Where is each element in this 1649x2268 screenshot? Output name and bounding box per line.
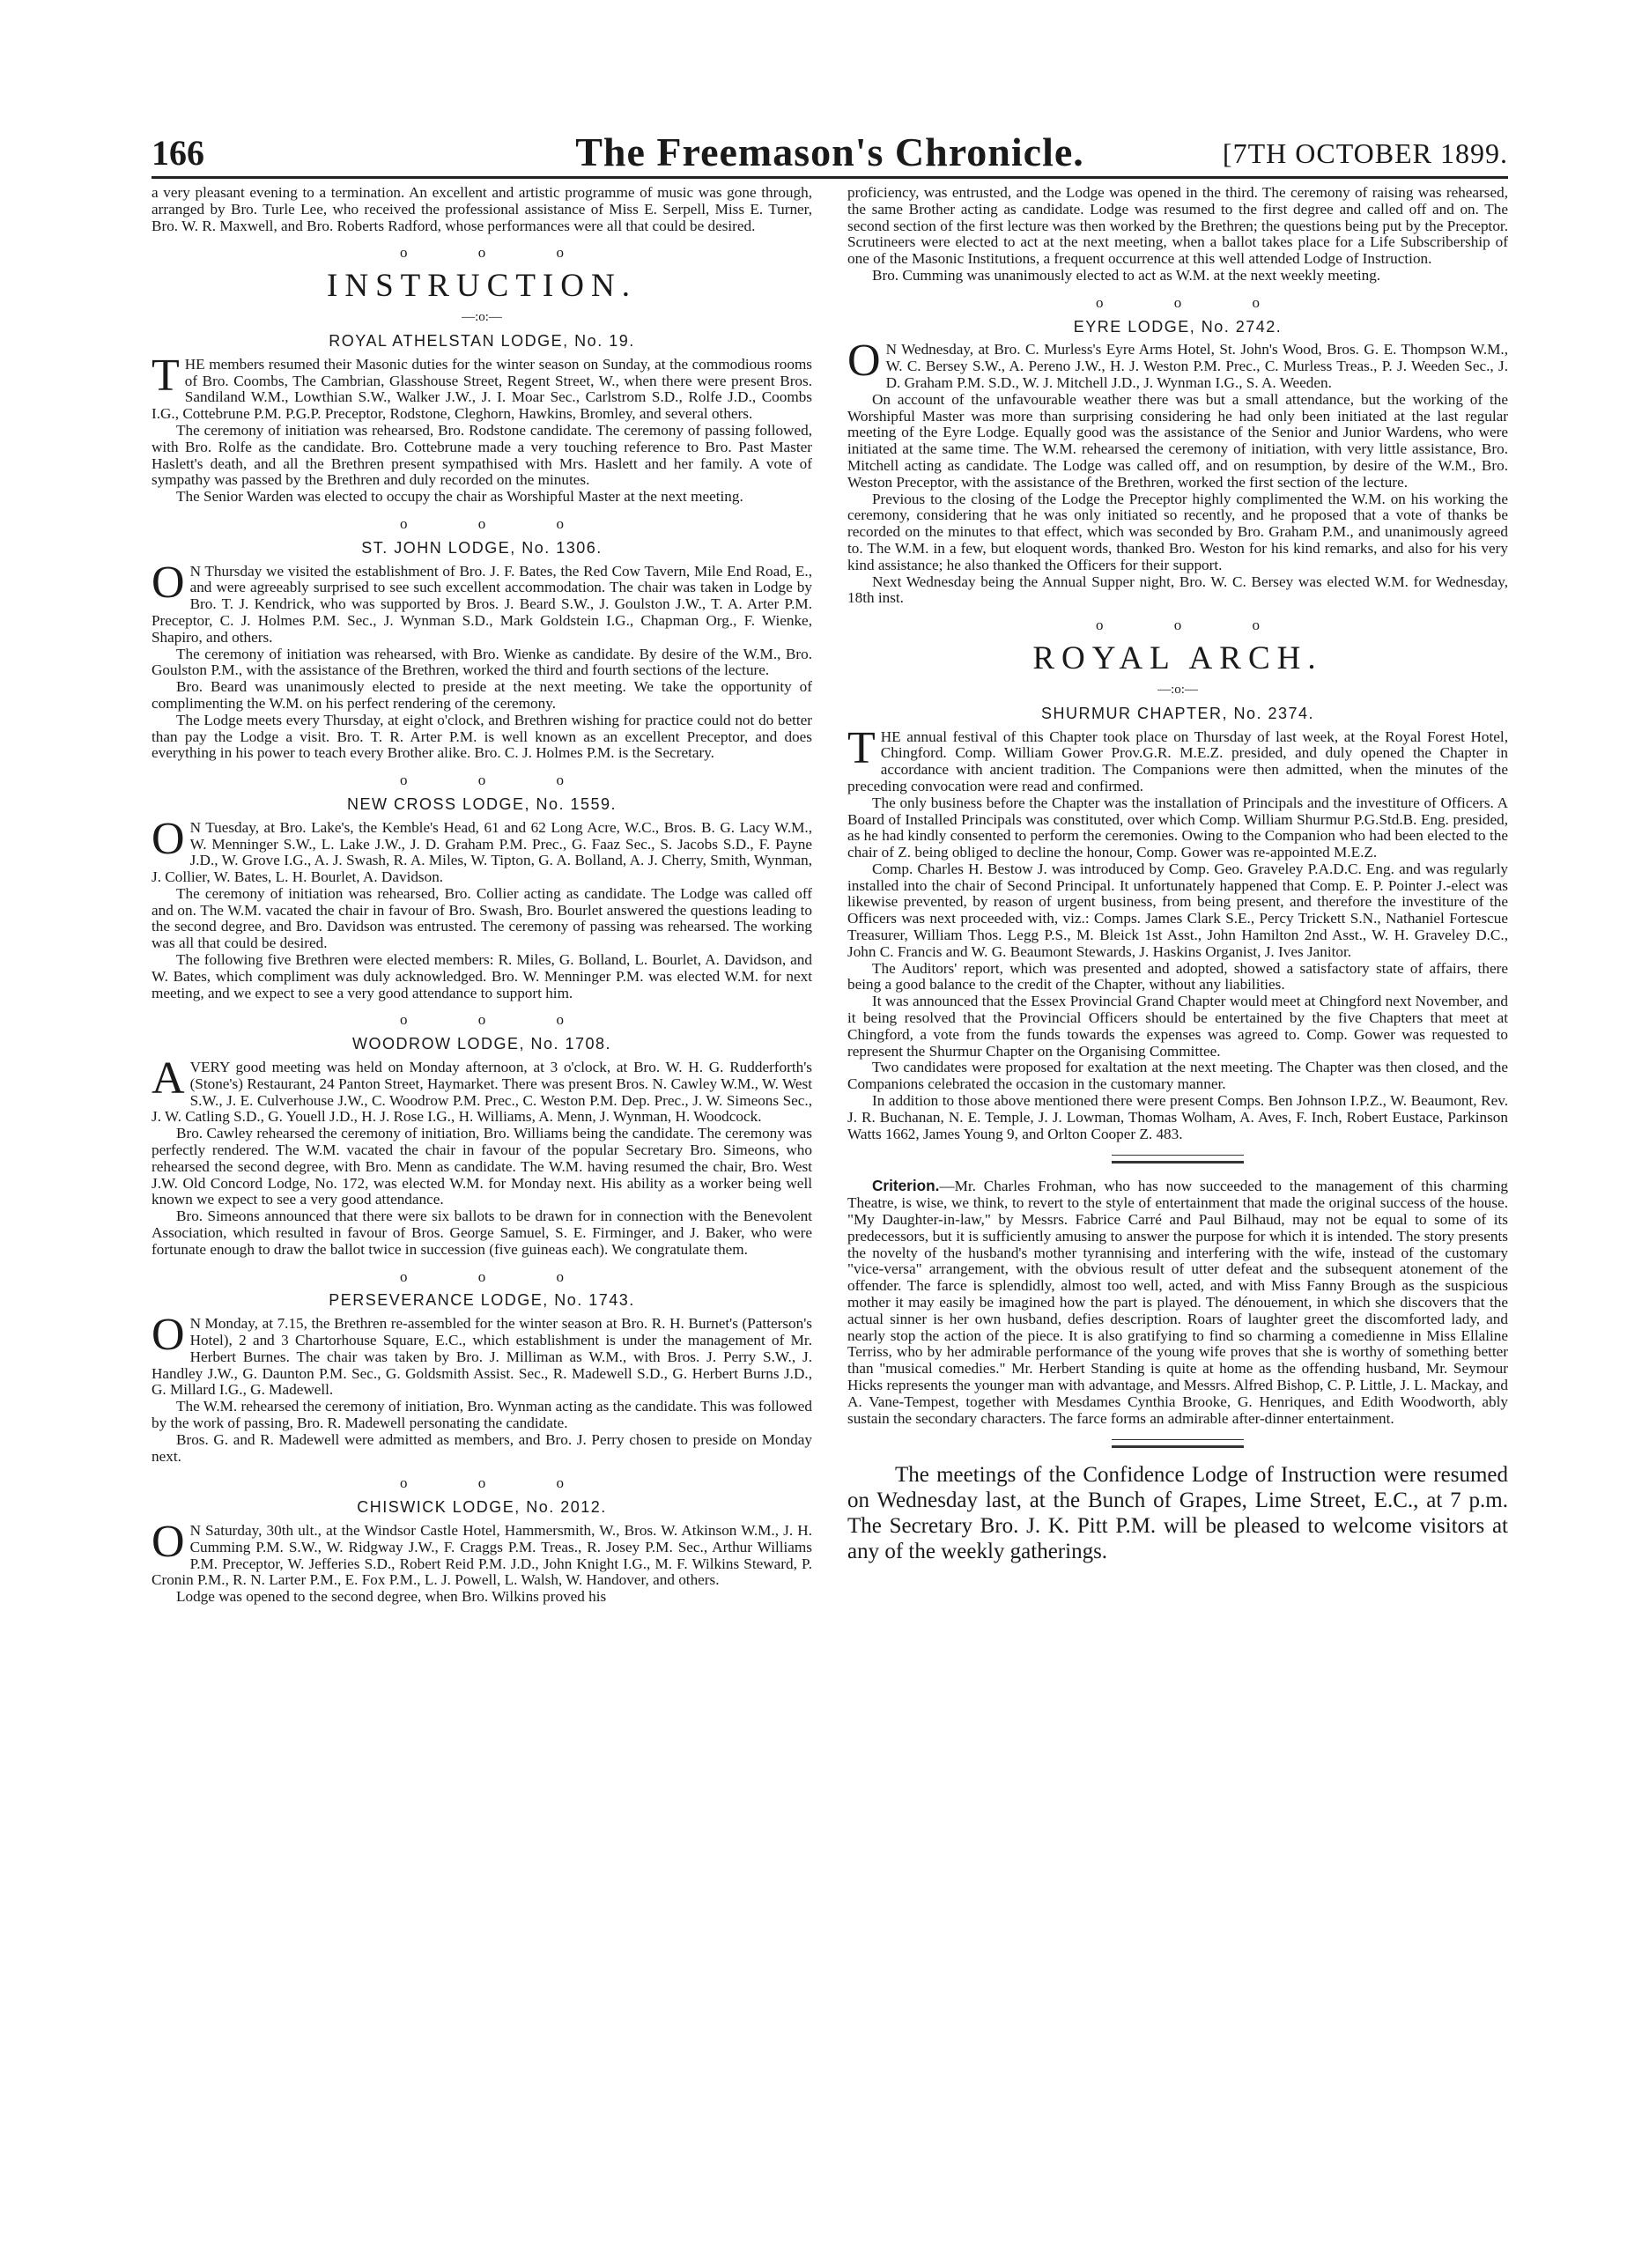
article-paragraph: In addition to those above mentioned there were present Comps. Ben Johnson I.P.Z., W. Beaumont, Rev. J. R. Buchanan, N. E. Temple, J. J. Lowman, Thomas Wolham, A. Aves, F. Inch, Robert Eustace, Parkinson Watts 1662, James Young 9, and Orlton Cooper Z. 483. (847, 1092, 1508, 1142)
lodge-title-athelstan: ROYAL ATHELSTAN LODGE, No. 19. (329, 331, 635, 350)
confidence-lodge-notice: The meetings of the Confidence Lodge of Instruction were resumed on Wednesday last, at the Bunch of Grapes, Lime Street, E.C., at 7 p.m. The Secretary Bro. J. K. Pitt P.M. will be pleased to welcome visitors at any of the weekly gatherings. (847, 1463, 1508, 1564)
lodge-title-new-cross: NEW CROSS LODGE, No. 1559. (346, 794, 617, 813)
article-paragraph: proficiency, was entrusted, and the Lodge was opened in the third. The ceremony of raising was rehearsed, the same Brother acting as candidate. Lodge was resumed to the first degree and called off and on. The second section of the first lecture was then worked by the Brethren; the questions being put by the Preceptor. Scrutineers were elected to act at the next meeting, when a ballot takes place for a Life Subscribership of one of the Masonic Institutions, a frequent occurrence at this well attended Lodge of Instruction. (847, 184, 1508, 268)
article-paragraph: The Auditors' report, which was presented and adopted, showed a satisfactory state of affairs, there being a good balance to the credit of the Chapter, without any liabilities. (847, 959, 1508, 994)
article-paragraph: THE members resumed their Masonic duties for the winter season on Sunday, at the commodious rooms of Bro. Coombs, The Cambrian, Glasshouse Street, Regent Street, W., when there were present Bros. Sandiland W.M., Lowthian S.W., Walker J.W., J. I. Moar Sec., Carlstrom S.D., Rolfe J.D., Coombs I.G., Cottebrune P.M. P.G.P. Preceptor, Rodstone, Cleghorn, Hawkins, Bromley, and several others. (152, 356, 812, 423)
divider-ornament (1112, 1155, 1244, 1164)
section-divider: o o o (400, 244, 597, 262)
section-divider: o o o (400, 1011, 597, 1029)
heading-ornament: —:o:— (462, 310, 502, 325)
article-paragraph: O N Thursday we visited the establishment of Bro. J. F. Bates, the Red Cow Tavern, Mile End Road, E., and were agreeably surprised to see such excellent accommodation. The chair was taken in Lodge by Bro. T. J. Kendrick, who was supported by Bros. J. Beard S.W., J. Goulston J.W., T. A. Arter P.M. Preceptor, C. J. Holmes P.M. Sec., J. Wynman S.D., Mark Goldstein I.G., Chapman Org., F. Wienke, Shapiro, and others. (152, 563, 812, 646)
drop-cap: T (152, 356, 180, 401)
drop-cap: O (152, 819, 185, 864)
drop-cap: O (847, 342, 881, 387)
section-divider: o o o (400, 1267, 597, 1285)
drop-cap: T (847, 728, 876, 773)
drop-cap: O (152, 1522, 185, 1567)
masthead-title: The Freemason's Chronicle. (575, 129, 1084, 174)
intro-paragraph: a very pleasant evening to a termination. An excellent and artistic programme of music was gone through, arranged by Bro. Turle Lee, who received the professional assistance of Miss E. Serpell, Miss E. Turner, Bro. W. R. Maxwell, and Bro. Roberts Radford, whose performances were all that could be desired. (152, 184, 812, 234)
article-paragraph: The ceremony of initiation was rehearsed, Bro. Rodstone candidate. The ceremony of passing followed, with Bro. Rolfe as the candidate. Bro. Cottebrune made a very touching reference to Bro. Past Master Haslett's death, and all the Brethren present sympathised with Mrs. Haslett and her family. A vote of sympathy was passed by the Brethren and duly recorded on the minutes. (152, 421, 812, 489)
article-paragraph: Previous to the closing of the Lodge the Preceptor highly complimented the W.M. on his working the ceremony, considering that he was only initiated so recently, and he proposed that a vote of thanks be recorded on the minutes to that effect, which was seconded by Bro. Graham P.M., and unanimously agreed to. The W.M. in a few, but eloquent words, thanked Bro. Weston for his kind remarks, and also for his very kind assistance; he also thanked the Officers for their support. (847, 490, 1508, 573)
article-paragraph: The Lodge meets every Thursday, at eight o'clock, and Brethren wishing for practice could not do better than pay the Lodge a visit. Bro. T. R. Arter P.M. is well known as an excellent Preceptor, and does everything in his power to teach every Brother alike. Bro. C. J. Holmes P.M. is the Secretary. (152, 711, 812, 762)
lodge-title-st-john: ST. JOHN LODGE, No. 1306. (361, 538, 603, 557)
lodge-title-chiswick: CHISWICK LODGE, No. 2012. (357, 1498, 607, 1517)
article-paragraph: Bro. Simeons announced that there were six ballots to be drawn for in connection with the Benevolent Association, which resulted in favour of Bros. George Samuel, S. E. Firminger, and J. Baker, who were fortunate enough to draw the ballot twice in succession (five guineas each). We congratulate them. (152, 1208, 812, 1258)
criterion-review: Criterion.—Mr. Charles Frohman, who has now succeeded to the management of this charming Theatre, is wise, we think, to revert to the style of entertainment that made the original success of the house. "My Daughter-in-law," by Messrs. Fabrice Carré and Paul Bilhaud, may not be equal to some of its predecessors, but it is sufficiently amusing to answer the purpose for which it is intended. The story presents the novelty of the husband's mother tyrannising and interfering with the wife, instead of the customary "vice-versa" arrangement, with the obvious result of utter defeat and the subsequent atonement of the offender. The farce is splendidly, almost too well, acted, and with Miss Fanny Brough as the suspicious mother it may easily be imagined how the part is played. The dénouement, in which she discovers that the actual sinner is her own husband, defies description. Roars of laughter greet the discomforted lady, and nearly stop the action of the piece. It is also gratifying to find so charming a comedienne in Miss Ellaline Terriss, who by her admirable performance of the young wife proves that she is worthy of something better than "musical comedies." Mr. Herbert Standing is quite at home as the offending husband, Mr. Seymour Hicks represents the younger man with advantage, and Messrs. Alfred Bishop, C. P. Little, J. L. Mackay, and A. Vane-Tempest, together with Mesdames Cynthia Brooke, G. Henriques, and Edith Woodworth, ably sustain the secondary characters. The farce forms an admirable after-dinner entertainment. (847, 1177, 1508, 1427)
section-divider: o o o (400, 514, 597, 532)
article-paragraph: O N Saturday, 30th ult., at the Windsor Castle Hotel, Hammersmith, W., Bros. W. Atkinson W.M., J. H. Cumming P.M. S.W., W. Ridgway J.W., F. Craggs P.M. Treas., R. Josey P.M. Sec., Arthur Williams P.M. Preceptor, W. Jefferies S.D., Robert Reid P.M. J.D., John Knight I.G., M. F. Wilkins Steward, P. Cronin P.M., R. N. Larter P.M., E. Fox P.M., L. J. Powell, L. Walsh, W. Handover, and others. (152, 1522, 812, 1589)
lodge-title-perseverance: PERSEVERANCE LODGE, No. 1743. (329, 1291, 635, 1310)
header-rule (152, 176, 1508, 179)
article-paragraph: The ceremony of initiation was rehearsed, with Bro. Wienke as candidate. By desire of the W.M., Bro. Goulston P.M., with the assistance of the Brethren, worked the third and fourth sections of the lecture. (152, 645, 812, 679)
article-paragraph: Two candidates were proposed for exaltation at the next meeting. The Chapter was then closed, and the Companions celebrated the occasion in the customary manner. (847, 1059, 1508, 1093)
article-paragraph: O N Wednesday, at Bro. C. Murless's Eyre Arms Hotel, St. John's Wood, Bros. G. E. Thompson W.M., W. C. Bersey S.W., A. Pereno J.W., H. J. Weston P.M. Prec., C. Murless Treas., P. J. Weeden Sec., J. D. Graham P.M. S.D., W. J. Mitchell J.D., J. Wynman I.G., S. A. Weeden. (847, 342, 1508, 391)
divider-ornament (1112, 1439, 1244, 1448)
article-paragraph: It was announced that the Essex Provincial Grand Chapter would meet at Chingford next November, and it being resolved that the Provincial Officers should be entertained by the five Chapters that meet at Chingford, a vote from the funds towards the expenses was agreed to. Comp. Gower was requested to represent the Shurmur Chapter on the Organising Committee. (847, 993, 1508, 1060)
article-paragraph: Next Wednesday being the Annual Supper night, Bro. W. C. Bersey was elected W.M. for Wednesday, 18th inst. (847, 573, 1508, 607)
instruction-heading: INSTRUCTION. (327, 268, 637, 305)
left-column (152, 185, 812, 1606)
issue-date: [7TH OCTOBER 1899. (1222, 137, 1508, 169)
article-paragraph: Bro. Beard was unanimously elected to preside at the next meeting. We take the opportunity of complimenting the W.M. on his perfect rendering of the ceremony. (152, 678, 812, 712)
article-paragraph: Bro. Cumming was unanimously elected to act as W.M. at the next weekly meeting. (872, 266, 1381, 284)
article-paragraph: The only business before the Chapter was the installation of Principals and the investiture of Officers. A Board of Installed Principals was constituted, over which Comp. William Shurmur P.G.Std.B. Eng. presided, as he had kindly consented to perform the ceremonies. Owing to the Companion who had been elected to the chair of Z. being obliged to decline the honour, Comp. Gower was re-appointed M.E.Z. (847, 794, 1508, 861)
review-label: Criterion. (872, 1177, 940, 1195)
article-paragraph: The ceremony of initiation was rehearsed, Bro. Collier acting as candidate. The Lodge was called off and on. The W.M. vacated the chair in favour of Bro. Swash, Bro. Bourlet answered the questions leading to the second degree, and Bro. Davidson was entrusted. The ceremony of passing was rehearsed. The working was all that could be desired. (152, 884, 812, 952)
article-paragraph: O N Tuesday, at Bro. Lake's, the Kemble's Head, 61 and 62 Long Acre, W.C., Bros. B. G. Lacy W.M., W. Menninger S.W., L. Lake J.W., J. D. Graham P.M. Prec., G. Faaz Sec., S. Jacobs S.D., F. Payne J.D., W. Grove I.G., A. J. Swash, R. A. Miles, W. Tipton, G. A. Bolland, A. J. Cherry, Smith, Wynman, J. Collier, W. Bates, L. H. Bourlet, A. Davidson. (152, 819, 812, 886)
article-paragraph: Bro. Cawley rehearsed the ceremony of initiation, Bro. Williams being the candidate. The ceremony was perfectly rendered. The W.M. vacated the chair in favour of the popular Secretary Bro. Simeons, who rehearsed the second degree, with Bro. Menn as candidate. The W.M. having resumed the chair, Bro. West J.W. Old Concord Lodge, No. 172, was elected W.M. for Monday next. His ability as a worker being well known we expect to see a very good attendance. (152, 1125, 812, 1208)
article-paragraph: Lodge was opened to the second degree, when Bro. Wilkins proved his (176, 1588, 607, 1606)
chapter-title-shurmur: SHURMUR CHAPTER, No. 2374. (1040, 704, 1315, 722)
article-paragraph: O N Monday, at 7.15, the Brethren re-assembled for the winter season at Bro. R. H. Burnet's (Patterson's Hotel), 2 and 3 Chartorhouse Square, E.C., which establishment is under the management of Mr. Herbert Burnes. The chair was taken by Bro. J. Milliman as W.M., with Bros. J. Perry S.W., J. Handley J.W., G. Daunton P.M. Sec., G. Goldsmith Assist. Sec., R. Madewell S.D., G. Herbert Burns J.D., G. Millard I.G., G. Madewell. (152, 1316, 812, 1399)
lodge-title-woodrow: WOODROW LODGE, No. 1708. (351, 1035, 612, 1053)
page-header (152, 129, 1508, 174)
heading-ornament: —:o:— (1157, 682, 1198, 697)
article-paragraph: The W.M. rehearsed the ceremony of initiation, Bro. Wynman acting as the candidate. This was followed by the work of passing, Bro. R. Madewell personating the candidate. (152, 1398, 812, 1431)
drop-cap: O (152, 563, 185, 608)
page-number: 166 (152, 133, 204, 173)
section-divider: o o o (1096, 293, 1293, 311)
drop-cap: A (152, 1060, 185, 1104)
article-paragraph: AVERY good meeting was held on Monday afternoon, at 3 o'clock, at Bro. W. H. G. Rudderforth's (Stone's) Restaurant, 24 Panton Street, Haymarket. There was present Bros. N. Cawley W.M., W. West S.W., J. E. Culverhouse J.W., C. Woodrow P.M. Prec., C. Weston P.M. Dep. Prec., J. W. Simeons Sec., J. W. Catling S.D., G. Youell J.D., H. J. Rose I.G., H. Williams, A. Menn, J. Wynman, H. Woodcock. (152, 1060, 812, 1126)
article-paragraph: Comp. Charles H. Bestow J. was introduced by Comp. Geo. Graveley P.A.D.C. Eng. and was regularly installed into the chair of Second Principal. It unfortunately happened that Comp. E. P. Pointer J.-elect was likewise prevented, by reason of urgent business, from being present, and therefore the investiture of the Officers was next proceeded with, viz.: Comps. James Clark S.E., Percy Trickett S.N., Nathaniel Fortescue Treasurer, William Thos. Legg P.S., M. Bleick 1st Asst., John Hamilton 2nd Asst., W. H. Graveley D.C., John C. Francis and W. G. Beaumont Stewards, J. Haskins Organist, J. Ives Janitor. (847, 860, 1508, 960)
article-paragraph: On account of the unfavourable weather there was but a small attendance, but the working of the Worshipful Master was more than surprising considering he had only been initiated at the last regular meeting of the Eyre Lodge. Equally good was the assistance of the Senior and Junior Wardens, who were initiated at the same time. The W.M. rehearsed the ceremony of initiation, with very little assistance, Bro. Mitchell acting as candidate. The Lodge was called off, and on resumption, by desire of the W.M., Bro. Weston Preceptor, with the assistance of the Brethren, worked the first section of the lecture. (847, 390, 1508, 491)
royal-arch-heading: ROYAL ARCH. (1032, 639, 1323, 676)
article-paragraph: THE annual festival of this Chapter took place on Thursday of last week, at the Royal Forest Hotel, Chingford. Comp. William Gower Prov.G.R. M.E.Z. presided, and duly opened the Chapter in accordance with ancient tradition. The Companions were then admitted, when the minutes of the preceding convocation were read and confirmed. (847, 728, 1508, 794)
article-paragraph: The following five Brethren were elected members: R. Miles, G. Bolland, L. Bourlet, A. Davidson, and W. Bates, which compliment was duly acknowledged. Bro. W. Menninger P.M. was elected W.M. for next meeting, and we expect to see a very good attendance to support him. (152, 951, 812, 1001)
section-divider: o o o (400, 772, 597, 789)
drop-cap: O (152, 1316, 185, 1361)
right-column (847, 185, 1508, 1564)
section-divider: o o o (400, 1474, 597, 1492)
lodge-title-eyre: EYRE LODGE, No. 2742. (1073, 317, 1283, 336)
article-paragraph: The Senior Warden was elected to occupy the chair as Worshipful Master at the next meeting. (176, 488, 743, 506)
article-paragraph: Bros. G. and R. Madewell were admitted as members, and Bro. J. Perry chosen to preside on Monday next. (152, 1430, 812, 1465)
section-divider: o o o (1096, 617, 1293, 634)
